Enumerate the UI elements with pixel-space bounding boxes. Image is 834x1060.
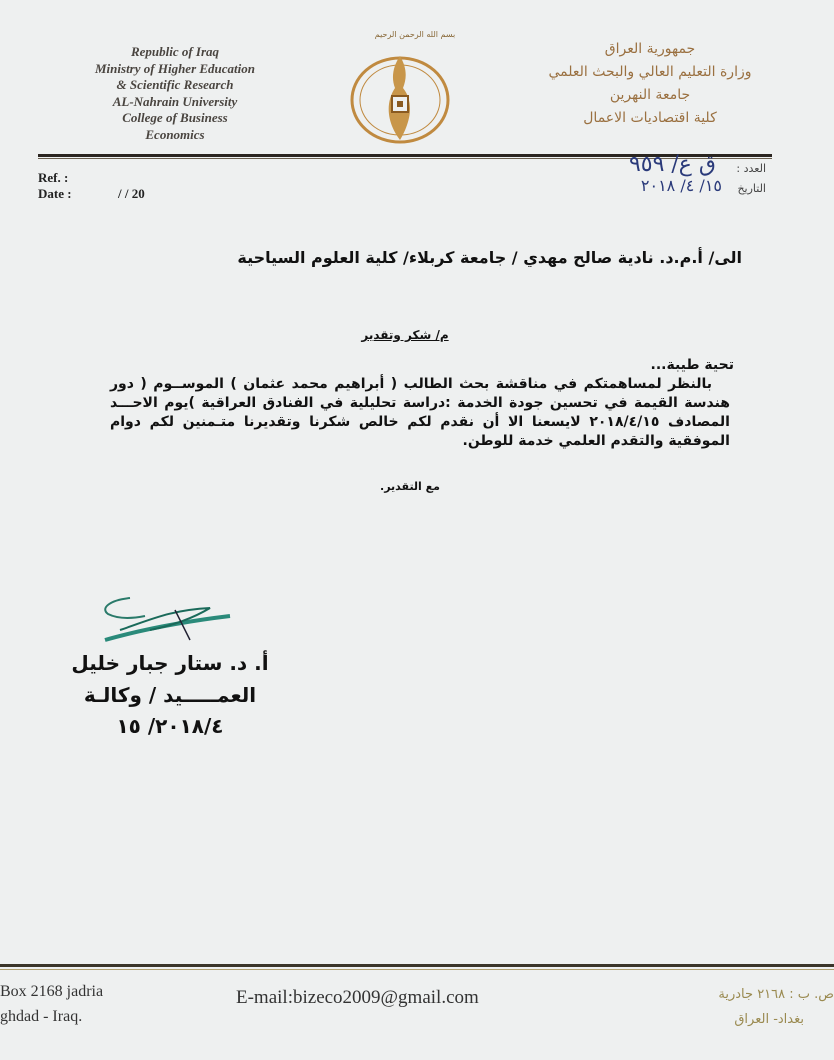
date-label: Date : bbox=[38, 186, 72, 201]
letterhead-line: كلية اقتصاديات الاعمال bbox=[583, 110, 717, 126]
signatory-title: العمـــــيد / وكالـة bbox=[83, 683, 257, 707]
arabic-date-label: التاريخ bbox=[737, 182, 766, 195]
handwritten-signature bbox=[90, 590, 240, 650]
footer-city: ghdad - Iraq. bbox=[0, 1008, 83, 1025]
english-letterhead bbox=[50, 44, 300, 143]
letterhead-line: AL-Nahrain University bbox=[112, 93, 238, 109]
letterhead-line: & Scientific Research bbox=[116, 77, 234, 92]
letterhead-line: Republic of Iraq bbox=[130, 44, 220, 59]
closing: مع التقدير. bbox=[380, 480, 440, 493]
bismillah: بسم الله الرحمن الرحيم bbox=[374, 30, 456, 39]
recipient: الى/ أ.م.د. نادية صالح مهدي / جامعة كربلاء/ كلية العلوم السياحية bbox=[237, 248, 742, 267]
date-template: / / 20 bbox=[118, 186, 145, 201]
ref-label: Ref. : bbox=[38, 170, 69, 185]
arabic-date-value: ١٥/ ٤/ ٢٠١٨ bbox=[640, 176, 722, 195]
signature-date: ٢٠١٨/٤/ ١٥ bbox=[116, 714, 224, 738]
letterhead-line: Ministry of Higher Education bbox=[95, 60, 255, 76]
letterhead-line: جامعة النهرين bbox=[609, 87, 691, 103]
footer-email: E-mail:bizeco2009@gmail.com bbox=[236, 987, 479, 1008]
letterhead-line: Economics bbox=[145, 126, 205, 142]
letterhead-line: College of Business bbox=[122, 110, 228, 125]
letterhead-line: جمهورية العراق bbox=[604, 41, 696, 57]
greeting: تحية طيبة... bbox=[650, 357, 734, 373]
number-label: العدد : bbox=[736, 162, 766, 175]
signatory-name: أ. د. ستار جبار خليل bbox=[71, 651, 269, 675]
arabic-letterhead bbox=[520, 38, 780, 130]
footer-po-box: Box 2168 jadria bbox=[0, 983, 104, 1000]
subject: م/ شكر وتقدير bbox=[361, 328, 449, 342]
footer-city-ar: بغداد- العراق bbox=[734, 1012, 804, 1027]
letterhead-line: وزارة التعليم العالي والبحث العلمي bbox=[548, 64, 752, 80]
footer-divider bbox=[0, 964, 834, 970]
footer-po-box-ar: ص. ب : ٢١٦٨ جادرية bbox=[718, 987, 834, 1002]
university-logo bbox=[345, 48, 455, 148]
number-value: ق ع/ ٩٥٩ bbox=[628, 152, 716, 177]
letter-paragraph: بالنظر لمساهمتكم في مناقشة بحث الطالب ( أبراهيم محمد عثمان ) الموســوم ( دور هندسة القيمة في تحسين جودة الخدمة :دراسة تحليلية في الفنادق العراقية )يوم الاحـــد المصادف ٢٠١٨/٤/١٥ لايسعنا الا أن نقدم لكم خالص شكرنا وتقديرنا متـمنين لكم دوام الموفقية والتقدم العلمي خدمة للوطن. bbox=[110, 376, 730, 449]
